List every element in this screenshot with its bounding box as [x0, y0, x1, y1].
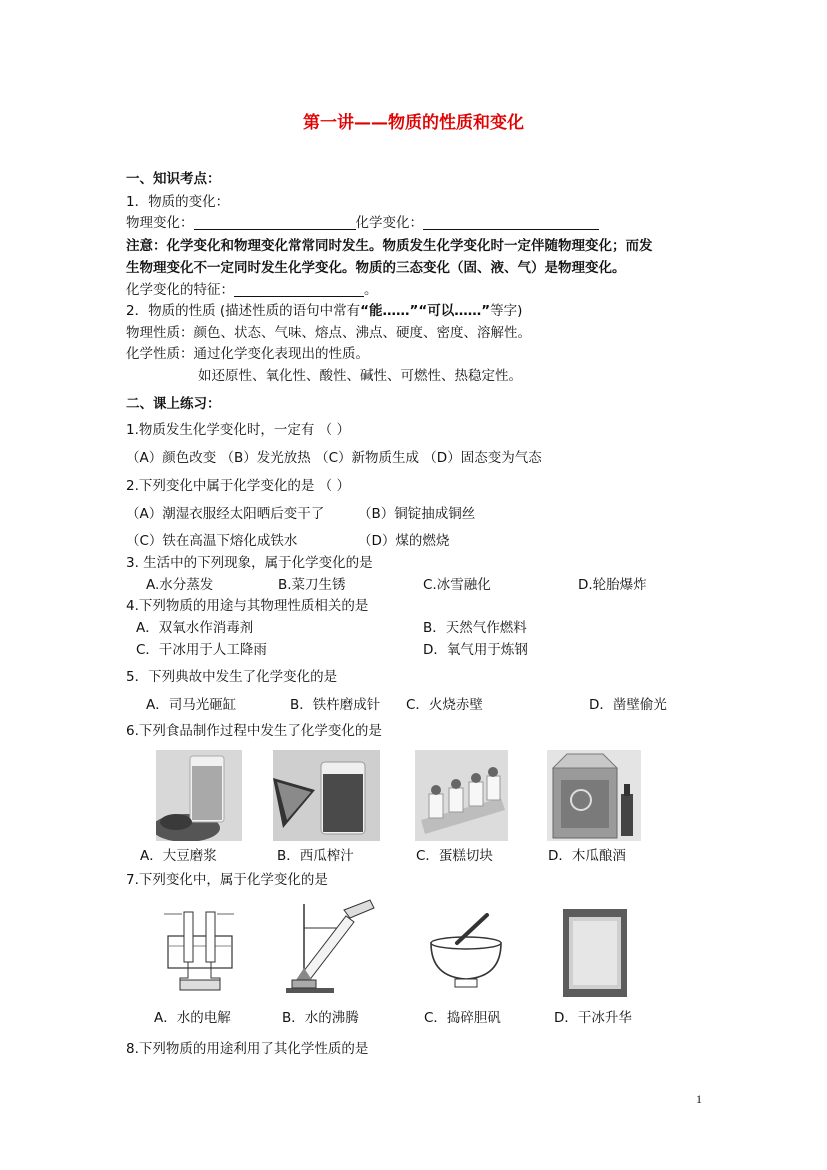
- question: 4.下列物质的用途与其物理性质相关的是: [126, 598, 369, 614]
- option: （C）铁在高温下熔化成铁水: [126, 533, 298, 549]
- options: （A）颜色改变 （B）发光放热 （C）新物质生成 （D）固态变为气态: [126, 450, 542, 466]
- option: A．司马光砸缸: [146, 697, 237, 713]
- question: 6.下列食品制作过程中发生了化学变化的是: [126, 723, 382, 739]
- page-title: 第一讲——物质的性质和变化: [303, 113, 524, 133]
- question: 2.下列变化中属于化学变化的是 （ ）: [126, 478, 350, 494]
- text-line: 如还原性、氧化性、酸性、碱性、可燃性、热稳定性。: [198, 368, 522, 384]
- option: D.轮胎爆炸: [578, 577, 647, 593]
- option: B．天然气作燃料: [423, 620, 527, 636]
- note-line: 生物理变化不一定同时发生化学变化。物质的三态变化（固、液、气）是物理变化。: [126, 260, 626, 276]
- text-line: 物理性质：颜色、状态、气味、熔点、沸点、硬度、密度、溶解性。: [126, 325, 531, 341]
- watermelon-juice-photo: [273, 750, 380, 841]
- period: 。: [364, 282, 378, 298]
- question: 7.下列变化中，属于化学变化的是: [126, 872, 328, 888]
- answer-blank: [194, 215, 356, 230]
- option: A．大豆磨浆: [140, 848, 217, 864]
- question: 3. 生活中的下列现象，属于化学变化的是: [126, 555, 373, 571]
- option: D．氧气用于炼钢: [423, 642, 528, 658]
- option: A．双氧水作消毒剂: [136, 620, 254, 636]
- mortar-pestle-illustration: [427, 913, 505, 993]
- text-line: [126, 214, 599, 232]
- option: B．西瓜榨汁: [277, 848, 354, 864]
- option: B.菜刀生锈: [278, 577, 346, 593]
- option: D．木瓜酿酒: [548, 848, 626, 864]
- boiling-water-illustration: [282, 898, 378, 996]
- text-line: [126, 302, 522, 320]
- text: 2．物质的性质 (描述性质的语句中常有: [126, 303, 361, 319]
- option: A．水的电解: [154, 1010, 231, 1026]
- label: 物理变化：: [126, 215, 194, 231]
- option: C．干冰用于人工降雨: [136, 642, 267, 658]
- electrolysis-illustration: [160, 906, 240, 996]
- text-line: 1．物质的变化：: [126, 194, 230, 210]
- option: （D）煤的燃烧: [358, 533, 450, 549]
- text-line: [126, 281, 378, 299]
- option: （B）铜锭抽成铜丝: [358, 506, 476, 522]
- option: C．火烧赤壁: [406, 697, 483, 713]
- section-heading: 二、课上练习：: [126, 396, 221, 412]
- text-line: 化学性质：通过化学变化表现出的性质。: [126, 346, 369, 362]
- option: B．铁杵磨成针: [290, 697, 381, 713]
- answer-blank: [234, 282, 364, 297]
- emphasis: “能……”“可以……”: [360, 303, 491, 319]
- option: C.冰雪融化: [423, 577, 491, 593]
- label: 化学变化：: [355, 215, 423, 231]
- option: （A）潮湿衣服经太阳晒后变干了: [126, 506, 325, 522]
- question: 8.下列物质的用途利用了其化学性质的是: [126, 1041, 369, 1057]
- option: A.水分蒸发: [146, 577, 214, 593]
- dry-ice-photo: [563, 909, 627, 997]
- note-line: 注意：化学变化和物理变化常常同时发生。物质发生化学变化时一定伴随物理变化；而发: [126, 238, 653, 254]
- option: C．捣碎胆矾: [424, 1010, 501, 1026]
- option: C．蛋糕切块: [416, 848, 493, 864]
- cake-pieces-photo: [415, 750, 508, 841]
- text: 等字): [490, 303, 523, 319]
- page-number: 1: [696, 1092, 702, 1106]
- question: 5．下列典故中发生了化学变化的是: [126, 669, 338, 685]
- question: 1.物质发生化学变化时，一定有 （ ）: [126, 422, 350, 438]
- soy-milk-photo: [156, 750, 242, 841]
- label: 化学变化的特征：: [126, 282, 234, 298]
- option: D．凿壁偷光: [589, 697, 667, 713]
- option: D．干冰升华: [554, 1010, 632, 1026]
- answer-blank: [423, 215, 599, 230]
- section-heading: 一、知识考点：: [126, 171, 221, 187]
- option: B．水的沸腾: [282, 1010, 359, 1026]
- papaya-wine-photo: [547, 750, 641, 841]
